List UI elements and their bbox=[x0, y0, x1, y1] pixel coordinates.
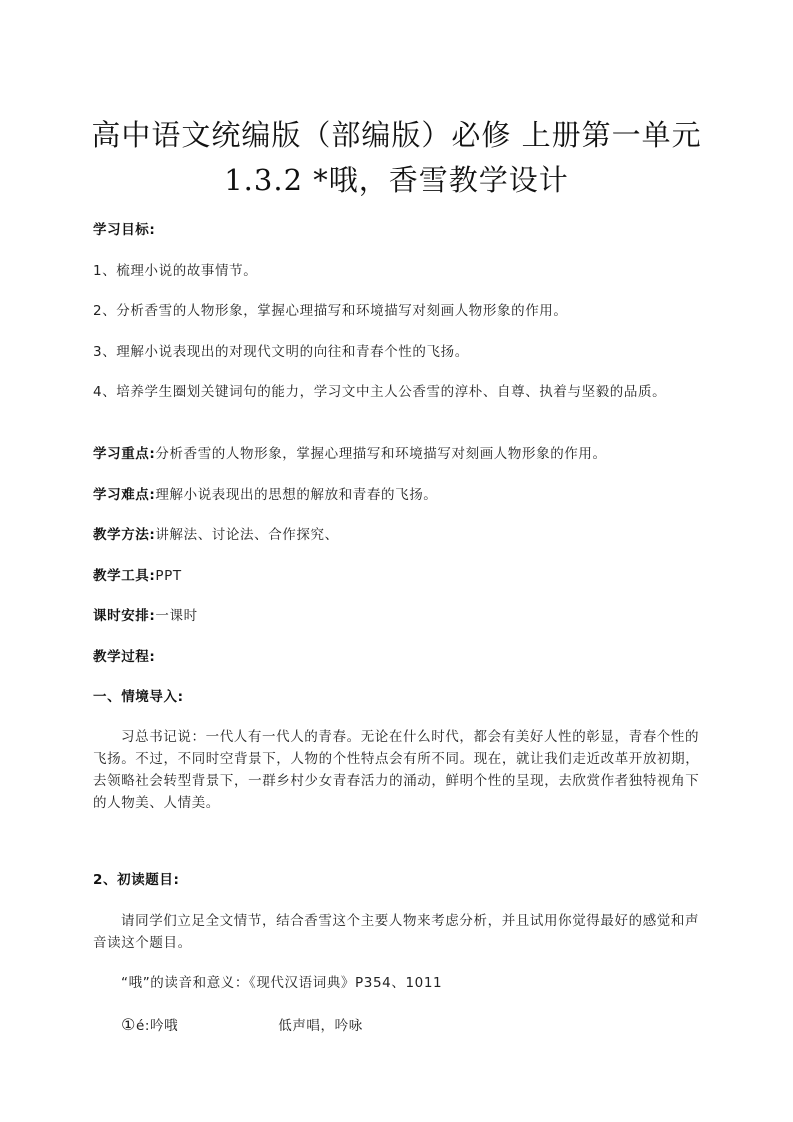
reading-entry bbox=[93, 1014, 703, 1037]
objective-item-4: 4、培养学生圈划关键词句的能力，学习文中主人公香雪的淳朴、自尊、执着与坚毅的品质。 bbox=[93, 384, 667, 400]
tools-text: PPT bbox=[155, 568, 182, 584]
method-text: 讲解法、讨论法、合作探究、 bbox=[155, 527, 339, 543]
method-label: 教学方法: bbox=[93, 527, 156, 543]
method-row bbox=[93, 524, 703, 546]
schedule-row bbox=[93, 605, 703, 627]
difficulty-text: 理解小说表现出的思想的解放和青春的飞扬。 bbox=[155, 487, 438, 503]
pronunciation-line: “哦”的读音和意义：《现代汉语词典》P354、1011 bbox=[121, 975, 443, 991]
key-point-text: 分析香雪的人物形象，掌握心理描写和环境描写对刻画人物形象的作用。 bbox=[155, 446, 607, 462]
tools-row bbox=[93, 565, 703, 587]
reading-meaning: 低声唱，吟咏 bbox=[278, 1018, 363, 1034]
objective-item-2: 2、分析香雪的人物形象，掌握心理描写和环境描写对刻画人物形象的作用。 bbox=[93, 303, 568, 319]
schedule-text: 一课时 bbox=[155, 608, 198, 624]
difficulty-label: 学习难点: bbox=[93, 487, 156, 503]
key-point-row bbox=[93, 443, 703, 465]
section-2-heading: 2、初读题目: bbox=[93, 872, 180, 888]
key-point-label: 学习重点: bbox=[93, 446, 156, 462]
section-2-body: 请同学们立足全文情节，结合香雪这个主要人物来考虑分析，并且试用你觉得最好的感觉和声音读这个题目。 bbox=[93, 913, 700, 951]
tools-label: 教学工具: bbox=[93, 568, 156, 584]
section-1-heading: 一、情境导入: bbox=[93, 689, 184, 705]
objectives-heading: 学习目标: bbox=[93, 222, 156, 238]
schedule-label: 课时安排: bbox=[93, 608, 156, 624]
document-title-line-2: 1.3.2 *哦，香雪教学设计 bbox=[224, 163, 569, 197]
objective-item-3: 3、理解小说表现出的对现代文明的向往和青春个性的飞扬。 bbox=[93, 344, 469, 360]
objective-item-1: 1、梳理小说的故事情节。 bbox=[93, 263, 258, 279]
difficulty-row bbox=[93, 484, 703, 506]
document-title-line-1: 高中语文统编版（部编版）必修 上册第一单元 bbox=[91, 118, 702, 152]
reading-pinyin: é:吟哦 bbox=[135, 1018, 179, 1034]
section-1-body: 习总书记说：一代人有一代人的青春。无论在什么时代，都会有美好人性的彰显，青春个性的飞扬。不过，不同时空背景下，人物的个性特点会有所不同。现在，就让我们走近改革开放初期，去领略社会转型背景下，一群乡村少女青春活力的涌动，鲜明个性的呈现，去欣赏作者独特视角下的人物美、人情美。 bbox=[93, 729, 700, 811]
process-heading: 教学过程: bbox=[93, 649, 156, 665]
circled-number-mark: ① bbox=[121, 1015, 136, 1034]
